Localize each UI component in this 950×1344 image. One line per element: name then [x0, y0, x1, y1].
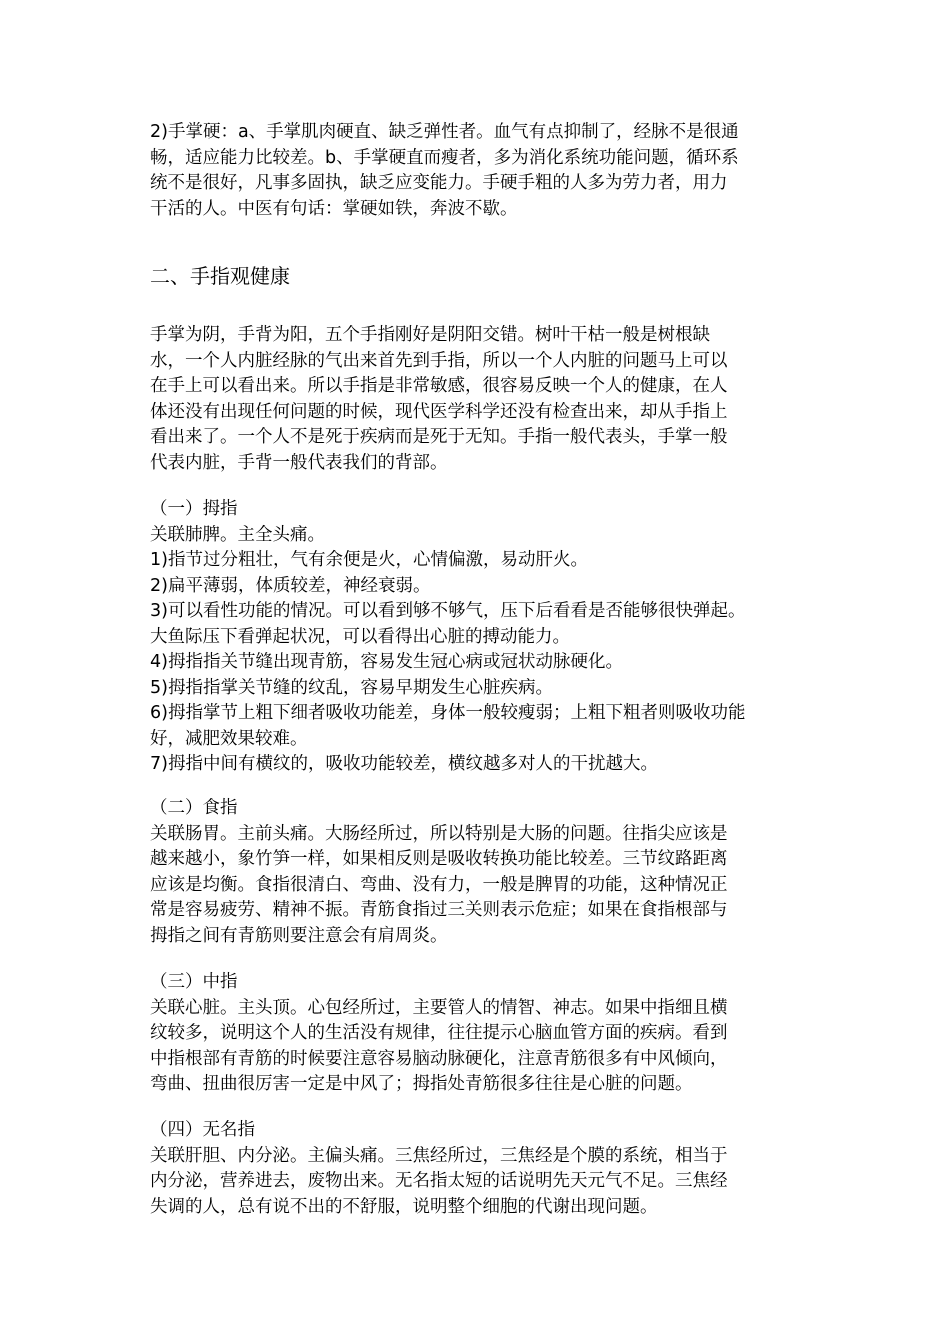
text-line: 越来越小，象竹笋一样，如果相反则是吸收转换功能比较差。三节纹路距离 [150, 849, 728, 869]
text-line: 应该是均衡。食指很清白、弯曲、没有力，一般是脾胃的功能，这种情况正 [150, 874, 728, 895]
thumb-section [150, 497, 810, 778]
text-line: 畅，适应能力比较差。b、手掌硬直而瘦者，多为消化系统功能问题，循环系 [150, 147, 739, 168]
text-line: 统不是很好，凡事多固执，缺乏应变能力。手硬手粗的人多为劳力者，用力 [150, 173, 728, 193]
text-line: 拇指之间有青筋则要注意会有肩周炎。 [150, 925, 448, 946]
text-line: 关联心脏。主头顶。心包经所过，主要管人的情智、神志。如果中指细且横 [150, 997, 728, 1018]
text-line: 干活的人。中医有句话：掌硬如铁，奔波不歇。 [150, 198, 518, 219]
text-line: 2)扁平薄弱，体质较差，神经衰弱。 [150, 575, 431, 596]
text-line: 体还没有出现任何问题的时候，现代医学科学还没有检查出来，却从手指上 [150, 401, 728, 422]
middle-finger-section [150, 970, 810, 1098]
text-line: 内分泌，营养进去，废物出来。无名指太短的话说明先天元气不足。三焦经 [150, 1171, 728, 1191]
text-line: 1)指节过分粗壮，气有余便是火，心情偏激，易动肝火。 [150, 550, 588, 570]
text-line: 常是容易疲劳、精神不振。青筋食指过三关则表示危症；如果在食指根部与 [150, 900, 728, 920]
text-line: 2)手掌硬：a、手掌肌肉硬直、缺乏弹性者。血气有点抑制了，经脉不是很通 [150, 122, 739, 142]
text-line: 在手上可以看出来。所以手指是非常敏感，很容易反映一个人的健康，在人 [150, 376, 728, 396]
text-line: 6)拇指掌节上粗下细者吸收功能差，身体一般较瘦弱；上粗下粗者则吸收功能 [150, 703, 746, 723]
text-line: 5)拇指指掌关节缝的纹乱，容易早期发生心脏疾病。 [150, 677, 553, 698]
overview-paragraph [150, 323, 810, 476]
subsection-title: （一）拇指 [150, 499, 238, 519]
text-line: 中指根部有青筋的时候要注意容易脑动脉硬化，注意青筋很多有中风倾向， [150, 1048, 728, 1069]
subsection-title: （三）中指 [150, 972, 238, 992]
text-line: 大鱼际压下看弹起状况，可以看得出心脏的搏动能力。 [150, 626, 570, 647]
text-line: 手掌为阴，手背为阳，五个手指刚好是阴阳交错。树叶干枯一般是树根缺 [150, 325, 710, 345]
text-line: 水，一个人内脏经脉的气出来首先到手指，所以一个人内脏的问题马上可以 [150, 350, 728, 371]
text-line: 关联肝胆、内分泌。主偏头痛。三焦经所过，三焦经是个膜的系统，相当于 [150, 1145, 728, 1166]
text-line: 关联肺脾。主全头痛。 [150, 524, 325, 545]
subsection-title: （四）无名指 [150, 1120, 255, 1140]
text-line: 看出来了。一个人不是死于疾病而是死于无知。手指一般代表头，手掌一般 [150, 427, 728, 447]
text-line: 7)拇指中间有横纹的，吸收功能较差，横纹越多对人的干扰越大。 [150, 754, 658, 774]
intro-paragraph [150, 120, 810, 222]
text-line: 4)拇指指关节缝出现青筋，容易发生冠心病或冠状动脉硬化。 [150, 652, 623, 672]
text-line: 关联肠胃。主前头痛。大肠经所过，所以特别是大肠的问题。往指尖应该是 [150, 823, 728, 844]
text-line: 代表内脏，手背一般代表我们的背部。 [150, 452, 448, 473]
text-line: 弯曲、扭曲很厉害一定是中风了；拇指处青筋很多往往是心脏的问题。 [150, 1074, 693, 1094]
ring-finger-section [150, 1118, 810, 1220]
subsection-title: （二）食指 [150, 798, 238, 818]
index-finger-section [150, 796, 810, 949]
text-line: 失调的人，总有说不出的不舒服，说明整个细胞的代谢出现问题。 [150, 1196, 658, 1217]
text-line: 好，减肥效果较难。 [150, 728, 308, 749]
section-heading: 二、手指观健康 [150, 264, 290, 288]
text-line: 纹较多，说明这个人的生活没有规律，往往提示心脑血管方面的疾病。看到 [150, 1023, 728, 1043]
text-line: 3)可以看性功能的情况。可以看到够不够气，压下后看看是否能够很快弹起。 [150, 601, 746, 621]
